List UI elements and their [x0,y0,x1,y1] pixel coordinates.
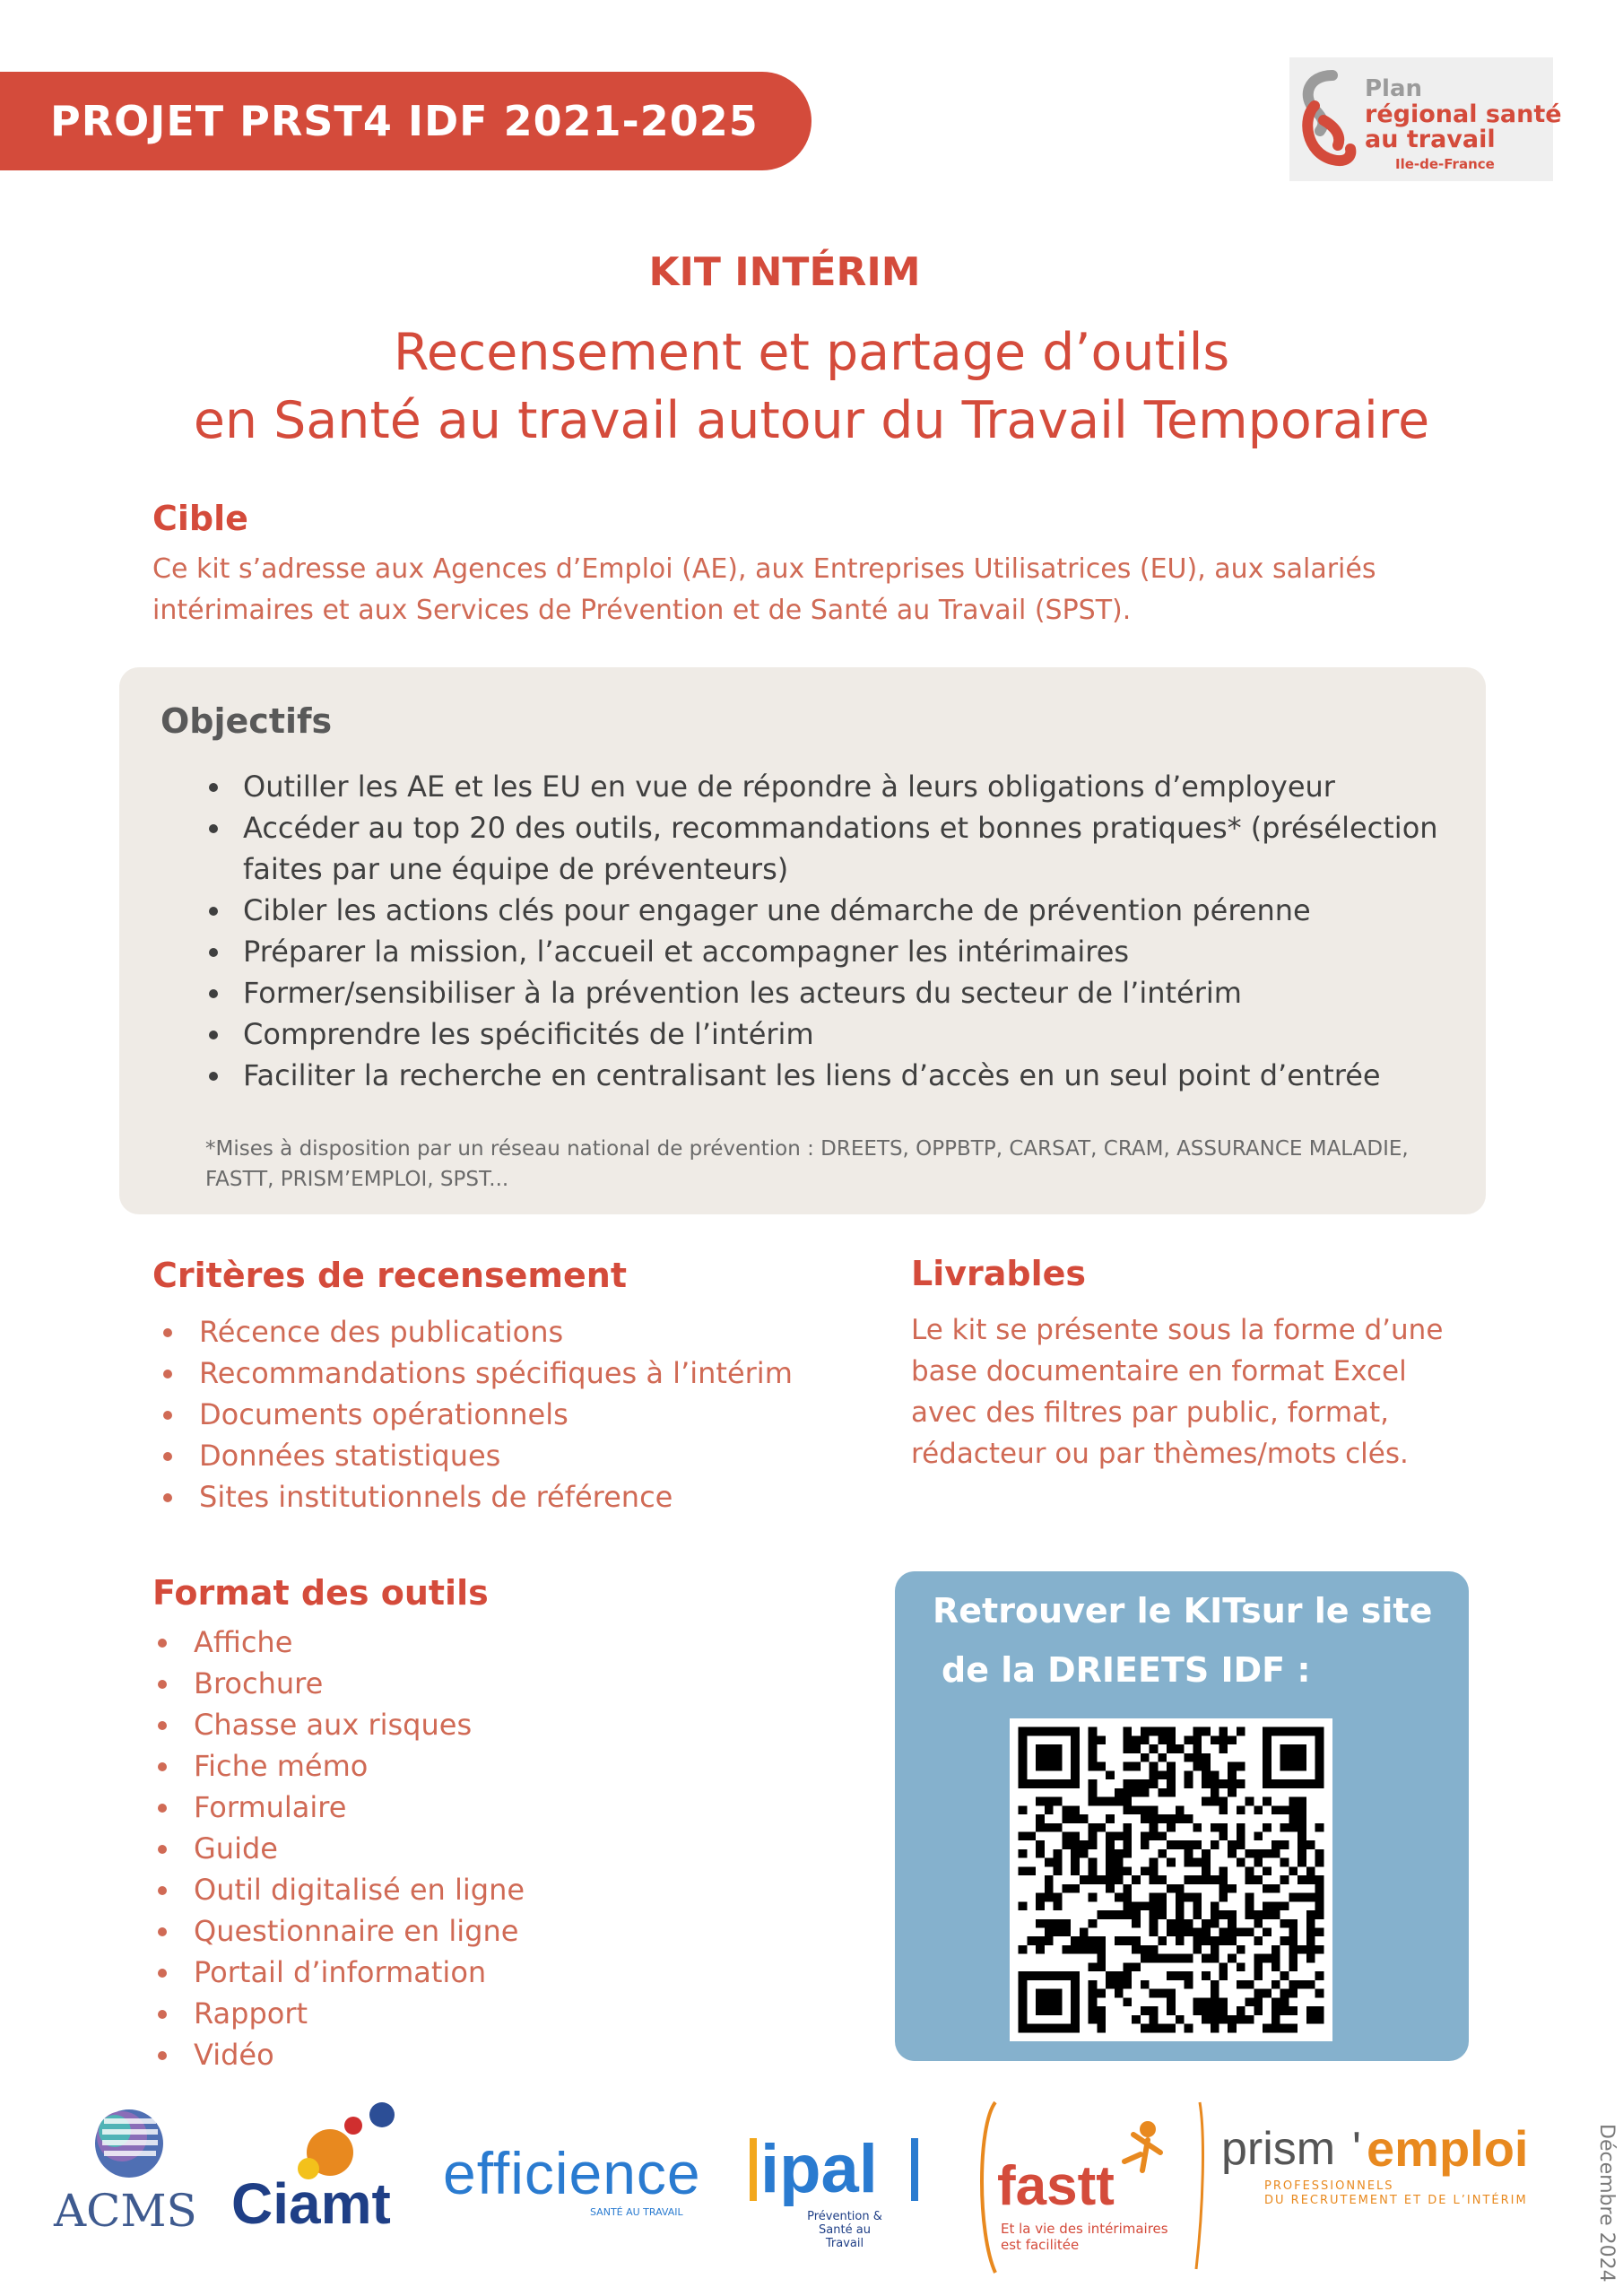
list-item: Vidéo [152,2034,525,2075]
list-item: Outil digitalisé en ligne [152,1869,525,1910]
prst-logo [1289,57,1562,181]
list-item: Recommandations spécifiques à l’intérim [158,1352,793,1394]
prst-logo-line1: Plan [1365,75,1423,102]
list-item: Cibler les actions clés pour engager une démarche de prévention pérenne [205,890,1461,931]
qr-code[interactable] [1010,1718,1332,2041]
list-item: Brochure [152,1663,525,1704]
prst-logo-line2: régional santé [1365,100,1562,128]
list-item: Documents opérationnels [158,1394,793,1435]
list-item: Comprendre les spécificités de l’intérim [205,1013,1461,1055]
ipal-sub-line1: Prévention & [807,2210,882,2223]
prst-logo-mark [1297,70,1359,169]
acms-logo [50,2099,212,2237]
prst-logo-line3: au travail [1365,126,1496,153]
objectifs-list [205,766,1461,1096]
fastt-logo [972,2099,1205,2278]
list-item: Faciliter la recherche en centralisant les liens d’accès en un seul point d’entrée [205,1055,1461,1096]
format-heading: Format des outils [152,1573,489,1613]
prismemploi-logo-text-b: emploi [1367,2120,1529,2177]
list-item: Récence des publications [158,1311,793,1352]
prismemploi-sub-line1: PROFESSIONNELS [1264,2179,1394,2193]
acms-logo-mark [50,2099,212,2188]
acms-logo-text: ACMS [54,2185,197,2237]
prismemploi-logo-sub [1264,2179,1528,2208]
partner-logos [0,2099,1623,2296]
list-item: Sites institutionnels de référence [158,1476,793,1518]
fastt-logo-text: fastt [997,2155,1115,2217]
objectifs-heading: Objectifs [161,701,333,741]
kit-title: KIT INTÉRIM [648,249,921,295]
footnote-line2: FASTT, PRISM’EMPLOI, SPST... [205,1168,509,1191]
list-item: Chasse aux risques [152,1704,525,1745]
cible-text [152,549,1376,631]
livrables-line1: Le kit se présente sous la forme d’une [911,1314,1444,1346]
footnote-line1: *Mises à disposition par un réseau national de prévention : DREETS, OPPBTP, CARSAT, CRAM, ASSURANCE MALADIE, [205,1137,1409,1161]
project-banner-label: PROJET PRST4 IDF 2021-2025 [50,97,759,145]
ipal-logo-text: ipal [760,2131,878,2207]
list-item: Rapport [152,1993,525,2034]
livrables-line2: base documentaire en format Excel [911,1355,1407,1387]
list-item: Questionnaire en ligne [152,1910,525,1952]
ciamt-logo-text: Ciamt [231,2171,391,2236]
objectifs-box [119,667,1486,1214]
list-item: Fiche mémo [152,1745,525,1787]
efficience-logo-sub: SANTÉ AU TRAVAIL [590,2206,683,2218]
format-list [152,1622,525,2075]
ciamt-logo [230,2099,400,2236]
list-item: Former/sensibiliser à la prévention les acteurs du secteur de l’intérim [205,972,1461,1013]
list-item: Portail d’information [152,1952,525,1993]
main-title-line1: Recensement et partage d’outils [393,323,1230,382]
qr-code-image [1010,1718,1332,2041]
list-item: Affiche [152,1622,525,1663]
criteres-list [158,1311,793,1518]
list-item: Données statistiques [158,1435,793,1476]
objectifs-footnote [205,1134,1461,1195]
qr-box-line1: Retrouver le KITsur le site [933,1591,1433,1631]
list-item: Accéder au top 20 des outils, recommandations et bonnes pratiques* (présélection faites par une équipe de préventeurs) [205,807,1461,890]
project-banner [0,72,812,170]
prismemploi-logo [1221,2122,1562,2221]
livrables-text [911,1309,1443,1474]
qr-box [895,1571,1469,2061]
main-title-line2: en Santé au travail autour du Travail Temporaire [193,391,1430,450]
prst-logo-line4: Ile-de-France [1395,156,1495,172]
fastt-logo-sub [1001,2221,1168,2253]
cible-line2: intérimaires et aux Services de Prévention et de Santé au Travail (SPST). [152,595,1132,626]
livrables-line3: avec des filtres par public, format, [911,1396,1390,1429]
cible-heading: Cible [152,499,248,538]
efficience-logo [443,2140,712,2233]
list-item: Préparer la mission, l’accueil et accompagner les intérimaires [205,931,1461,972]
qr-box-line2: de la DRIEETS IDF : [942,1650,1311,1690]
cible-line1: Ce kit s’adresse aux Agences d’Emploi (AE), aux Entreprises Utilisatrices (EU), aux salariés [152,553,1376,585]
livrables-heading: Livrables [911,1254,1087,1293]
prismemploi-logo-apostrophe: ' [1352,2123,1361,2175]
ipal-sub-line2: Santé au Travail [819,2223,871,2250]
fastt-sub-line2: est facilitée [1001,2237,1080,2253]
date-vertical [1591,2124,1618,2291]
livrables-line4: rédacteur ou par thèmes/mots clés. [911,1438,1409,1470]
fastt-sub-line1: Et la vie des intérimaires [1001,2221,1168,2237]
list-item: Guide [152,1828,525,1869]
criteres-heading: Critères de recensement [152,1256,627,1295]
date-text: Décembre 2024 [1595,2124,1618,2283]
ipal-logo [746,2131,925,2260]
qr-modules [1019,1727,1324,2033]
list-item: Formulaire [152,1787,525,1828]
prismemploi-logo-text-a: prism [1221,2123,1336,2175]
ipal-logo-sub [800,2210,890,2250]
efficience-logo-text: efficience [443,2140,701,2206]
list-item: Outiller les AE et les EU en vue de répondre à leurs obligations d’employeur [205,766,1461,807]
prismemploi-sub-line2: DU RECRUTEMENT ET DE L’INTÉRIM [1264,2194,1528,2207]
